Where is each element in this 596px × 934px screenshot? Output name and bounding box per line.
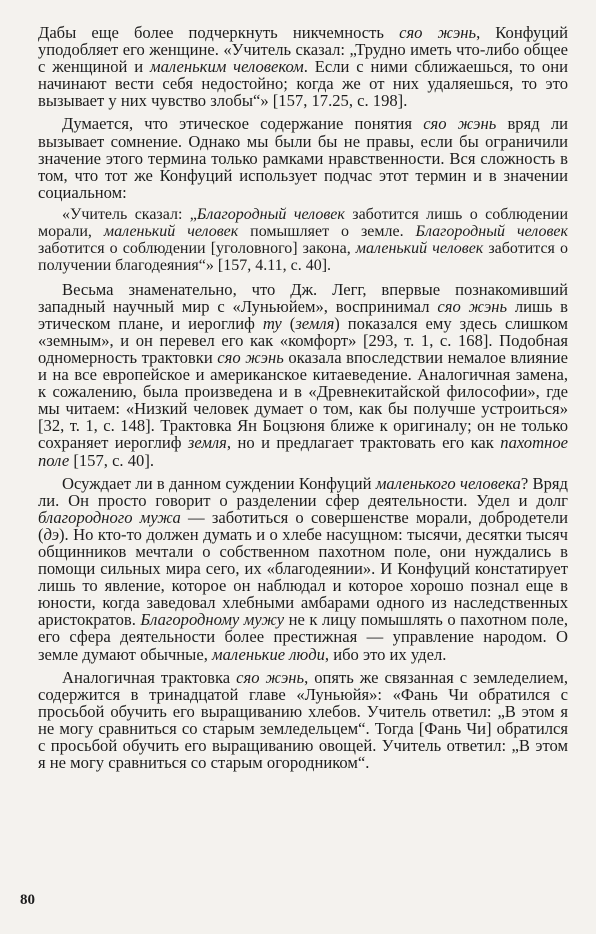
- italic-term: пахотное поле: [38, 433, 568, 470]
- text-run: помышляет о земле.: [238, 222, 416, 240]
- text-run: (: [281, 313, 296, 333]
- italic-term: маленького человека: [375, 473, 521, 493]
- page-body-text: [38, 24, 568, 771]
- text-run: Аналогичная трактовка: [62, 667, 237, 687]
- text-run: ? Вряд ли. Он просто говорит о разделении сфер деятельности. Удел и долг: [38, 473, 568, 510]
- text-run: лишь в этическом плане, и иероглиф: [38, 296, 569, 333]
- text-run: — заботиться о совершенстве морали, добродетели (: [38, 507, 568, 544]
- text-run: вряд ли вызывает сомнение. Однако мы были бы не правы, если бы ограничили значение этого термина только рамками нравственности. Вся сложность в том, что тот же Конфуций использует подчас этот термин и в значении социальном:: [38, 114, 568, 202]
- text-run: «Учитель сказал: „: [62, 205, 197, 223]
- text-run: Осуждает ли в данном суждении Конфуций: [62, 473, 376, 493]
- paragraph: [38, 115, 568, 200]
- italic-term: маленькие люди: [212, 644, 325, 664]
- italic-term: сяо жэнь: [399, 23, 477, 42]
- italic-term: сяо жэнь: [423, 114, 497, 134]
- italic-term: маленький человек: [355, 239, 484, 257]
- text-run: Думается, что этическое содержание понятия: [62, 114, 424, 134]
- text-run: Весьма знаменательно, что Дж. Легг, впервые познакомивший западный научный мир с «Луньюйем», воспринимал: [38, 279, 568, 316]
- paragraph: [38, 24, 568, 109]
- italic-term: сяо жэнь: [217, 347, 284, 367]
- italic-term: сяо жэнь: [236, 667, 305, 687]
- italic-term: ту: [262, 313, 282, 333]
- text-run: ) показался ему здесь слишком «земным», и он перевел его как «комфорт» [293, т. 1, с. 168]. Подобная одномерность трактовки: [38, 313, 568, 367]
- italic-term: Благородный человек: [415, 222, 568, 240]
- paragraph: [38, 475, 568, 663]
- italic-term: земля: [295, 313, 335, 333]
- italic-term: дэ: [43, 524, 60, 544]
- italic-term: сяо жэнь: [437, 296, 508, 316]
- text-run: . Если с ними сближаешься, то они начинают вести себя недостойно; когда же от них удаляешься, то это вызывает у них чувство злобы“» [157, 17.25, с. 198].: [38, 57, 568, 111]
- italic-term: Благородный человек: [196, 205, 345, 223]
- text-run: Дабы еще более подчеркнуть никчемность: [38, 23, 400, 42]
- text-run: ). Но кто-то должен думать и о хлебе насущном: тысячи, десятки тысяч общинников мечтали о собственном пахотном поле, они нуждались в помощи сильных мира сего, их «благодеянии». И Конфуций констатирует лишь то явление, которое он наблюдал и которое хорошо познал еще в юности, когда заведовал хлебными амбарами одного из наследственных аристократов.: [38, 524, 568, 630]
- italic-term: маленький человек: [103, 222, 239, 240]
- text-run: заботится о соблюдении [уголовного] закона,: [38, 239, 356, 257]
- italic-term: земля: [187, 433, 227, 453]
- text-run: , но и предлагает трактовать его как: [226, 433, 501, 453]
- paragraph: [38, 281, 568, 469]
- italic-term: маленьким человеком: [150, 57, 304, 77]
- paragraph: [38, 207, 568, 275]
- paragraph: [38, 669, 568, 772]
- text-run: заботится о получении благодеяния“» [157, 4.11, с. 40].: [38, 239, 568, 274]
- text-run: , ибо это их удел.: [324, 644, 447, 664]
- text-run: не к лицу помышлять о пахотном поле, его сфера деятельности более престижная — управление народом. О земле думают обычные,: [38, 610, 568, 664]
- text-run: заботится лишь о соблюдении морали,: [38, 205, 569, 240]
- text-run: [157, с. 40].: [69, 450, 154, 470]
- text-run: оказала впоследствии немалое влияние и на все европейское и американское китаеведение. Аналогичная замена, к сожалению, была произведена и в «Древнекитайской философии», где мы читаем: «Низкий человек думает о том, как бы получше устроиться» [32, т. 1, с. 148]. Трактовка Ян Боцзюня ближе к оригиналу; он не только сохраняет иероглиф: [38, 347, 568, 453]
- italic-term: благородного мужа: [38, 507, 181, 527]
- italic-term: Благородному мужу: [140, 610, 285, 630]
- text-run: , опять же связанная с земледелием, содержится в тринадцатой главе «Луньюйя»: «Фань Чи обратился с просьбой обучить его выращиванию хлебов. Учитель ответил: „В этом я не могу сравниться со старым земледельцем“. Тогда [Фань Чи] обратился с просьбой обучить его выращиванию овощей. Учитель ответил: „В этом я не могу сравниться со старым огородником“.: [38, 667, 568, 773]
- text-run: , Конфуций уподобляет его женщине. «Учитель сказал: „Трудно иметь что-либо общее с женщиной и: [38, 23, 568, 77]
- page-number: 80: [20, 892, 35, 908]
